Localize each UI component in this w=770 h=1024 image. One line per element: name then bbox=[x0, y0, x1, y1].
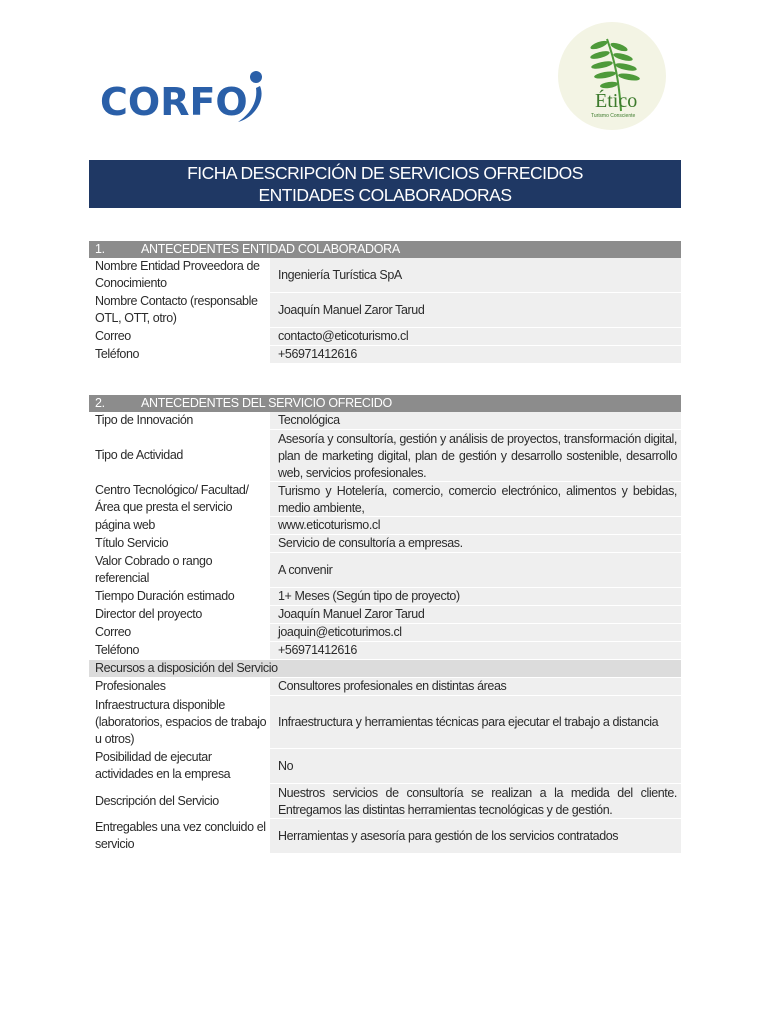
table-row bbox=[89, 293, 681, 328]
row-value: contacto@eticoturismo.cl bbox=[270, 328, 681, 345]
section-number: 1. bbox=[95, 242, 105, 256]
corfo-logo bbox=[100, 66, 270, 126]
table-row bbox=[89, 328, 681, 346]
row-label: Correo bbox=[95, 625, 131, 639]
table-row bbox=[89, 784, 681, 819]
etico-logo bbox=[557, 21, 667, 131]
row-label: Título Servicio bbox=[95, 536, 169, 550]
row-value: 1+ Meses (Según tipo de proyecto) bbox=[270, 588, 681, 605]
row-value: Consultores profesionales en distintas áreas bbox=[270, 678, 681, 695]
section-heading bbox=[89, 241, 681, 258]
corfo-logo-text: CORFO bbox=[100, 80, 248, 124]
row-label: Nombre Entidad Proveedora de Conocimiento bbox=[95, 259, 260, 290]
row-value: Joaquín Manuel Zaror Tarud bbox=[270, 606, 681, 623]
row-label: Valor Cobrado o rango referencial bbox=[95, 554, 213, 585]
row-value: Infraestructura y herramientas técnicas para ejecutar el trabajo a distancia bbox=[270, 696, 681, 748]
row-value: joaquin@eticoturimos.cl bbox=[270, 624, 681, 641]
row-value: Servicio de consultoría a empresas. bbox=[270, 535, 681, 552]
row-label: Posibilidad de ejecutar actividades en la empresa bbox=[95, 750, 231, 781]
table-row bbox=[89, 258, 681, 293]
corfo-figure-icon bbox=[234, 70, 268, 126]
row-value: Asesoría y consultoría, gestión y análisis de proyectos, transformación digital, plan de marketing digital, plan de gestión y desarrollo sostenible, desarrollo web, servicios profesionales. bbox=[270, 430, 681, 481]
table-row bbox=[89, 346, 681, 364]
row-label: Tipo de Innovación bbox=[95, 413, 193, 427]
row-value: +56971412616 bbox=[270, 642, 681, 659]
row-value: www.eticoturismo.cl bbox=[270, 517, 681, 534]
row-label: Tiempo Duración estimado bbox=[95, 589, 235, 603]
row-label: Director del proyecto bbox=[95, 607, 202, 621]
section-number: 2. bbox=[95, 396, 105, 410]
header-line-2: ENTIDADES COLABORADORAS bbox=[258, 185, 512, 205]
row-value: Turismo y Hotelería, comercio, comercio electrónico, alimentos y bebidas, medio ambiente, bbox=[270, 482, 681, 516]
section-servicio bbox=[89, 395, 681, 854]
row-label: Teléfono bbox=[95, 347, 140, 361]
table-row bbox=[89, 606, 681, 624]
header-line-1: FICHA DESCRIPCIÓN DE SERVICIOS OFRECIDOS bbox=[187, 163, 583, 183]
table-row bbox=[89, 430, 681, 482]
row-label: Tipo de Actividad bbox=[95, 448, 183, 462]
table-row bbox=[89, 749, 681, 784]
row-value: Ingeniería Turística SpA bbox=[270, 258, 681, 292]
row-label: Correo bbox=[95, 329, 131, 343]
table-row bbox=[89, 412, 681, 430]
row-value: Joaquín Manuel Zaror Tarud bbox=[270, 293, 681, 327]
subheading-label: Recursos a disposición del Servicio bbox=[95, 661, 278, 675]
row-value: +56971412616 bbox=[270, 346, 681, 363]
section-heading bbox=[89, 395, 681, 412]
section-entidad bbox=[89, 241, 681, 364]
table-row bbox=[89, 517, 681, 535]
resources-subheading bbox=[89, 660, 681, 678]
table-row bbox=[89, 553, 681, 588]
table-row bbox=[89, 535, 681, 553]
table-row bbox=[89, 696, 681, 749]
row-label: página web bbox=[95, 518, 155, 532]
table-row bbox=[89, 642, 681, 660]
section-title: ANTECEDENTES ENTIDAD COLABORADORA bbox=[141, 242, 400, 256]
table-row bbox=[89, 482, 681, 517]
table-row bbox=[89, 624, 681, 642]
row-label: Infraestructura disponible (laboratorios, espacios de trabajo u otros) bbox=[95, 697, 267, 746]
row-label: Teléfono bbox=[95, 643, 140, 657]
table-row bbox=[89, 678, 681, 696]
row-label: Entregables una vez concluido el servicio bbox=[95, 820, 266, 851]
row-label: Profesionales bbox=[95, 679, 166, 693]
row-value: A convenir bbox=[270, 553, 681, 587]
row-label: Centro Tecnológico/ Facultad/ Área que presta el servicio bbox=[95, 483, 249, 514]
document-header bbox=[89, 160, 681, 208]
etico-logo-text: Ético bbox=[595, 90, 638, 112]
row-value: No bbox=[270, 749, 681, 783]
row-value: Tecnológica bbox=[270, 412, 681, 429]
table-row bbox=[89, 588, 681, 606]
fern-icon bbox=[557, 21, 667, 131]
section-title: ANTECEDENTES DEL SERVICIO OFRECIDO bbox=[141, 396, 392, 410]
row-value: Herramientas y asesoría para gestión de los servicios contratados bbox=[270, 819, 681, 853]
row-value: Nuestros servicios de consultoría se realizan a la medida del cliente. Entregamos las distintas herramientas tecnológicas y de gestión. bbox=[270, 784, 681, 818]
etico-logo-tagline: Turismo Consciente bbox=[591, 113, 636, 119]
row-label: Descripción del Servicio bbox=[95, 793, 219, 808]
table-row bbox=[89, 819, 681, 854]
row-label: Nombre Contacto (responsable OTL, OTT, otro) bbox=[95, 294, 258, 325]
